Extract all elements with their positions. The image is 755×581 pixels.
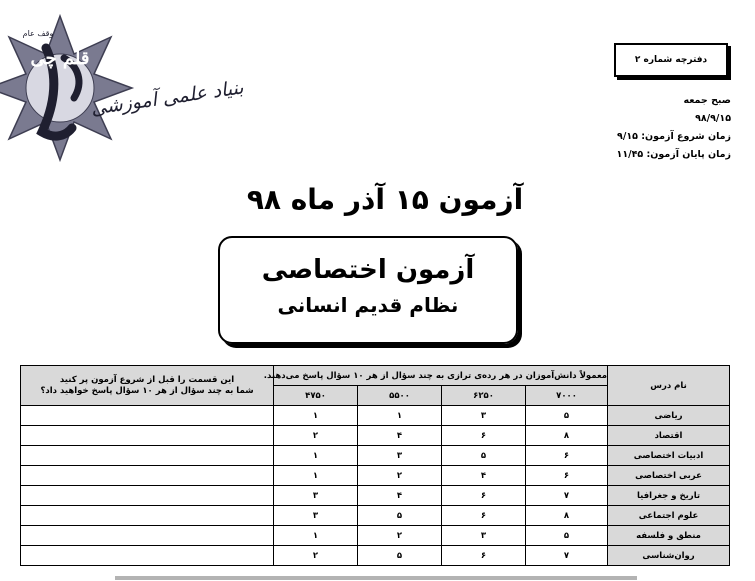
table-row	[21, 466, 730, 486]
value-cell: ۷	[526, 546, 608, 566]
value-cell: ۳	[442, 526, 526, 546]
value-cell: ۱	[274, 406, 358, 426]
subject-cell: عربی اختصاصی	[608, 466, 730, 486]
self-estimate-cell[interactable]	[21, 426, 274, 446]
score-level-table	[20, 365, 730, 566]
subject-cell: اقتصاد	[608, 426, 730, 446]
table-row	[21, 526, 730, 546]
value-cell: ۱	[358, 406, 442, 426]
value-cell: ۳	[358, 446, 442, 466]
subject-column-header: نام درس	[608, 366, 730, 406]
exam-meta	[551, 92, 731, 164]
level-header: ۷۰۰۰	[526, 386, 608, 406]
value-cell: ۴	[442, 466, 526, 486]
self-estimate-note-line2: شما به چند سؤال از هر ۱۰ سؤال پاسخ خواهید داد؟	[40, 385, 254, 396]
table-row	[21, 486, 730, 506]
subject-cell: روان‌شناسی	[608, 546, 730, 566]
bottom-divider	[115, 576, 637, 580]
subject-cell: تاریخ و جغرافیا	[608, 486, 730, 506]
self-estimate-header	[21, 366, 274, 406]
table-row	[21, 406, 730, 426]
value-cell: ۶	[442, 486, 526, 506]
value-cell: ۱	[274, 446, 358, 466]
value-cell: ۶	[442, 546, 526, 566]
value-cell: ۳	[274, 486, 358, 506]
exam-start-time: زمان شروع آزمون: ۹/۱۵	[617, 131, 731, 142]
table-row	[21, 426, 730, 446]
level-header: ۵۵۰۰	[358, 386, 442, 406]
value-cell: ۵	[358, 506, 442, 526]
value-cell: ۲	[358, 466, 442, 486]
value-cell: ۸	[526, 426, 608, 446]
self-estimate-note-line1: این قسمت را قبل از شروع آزمون پر کنید	[59, 374, 235, 385]
exam-end-time: زمان پایان آزمون: ۱۱/۴۵	[616, 149, 731, 160]
level-header: ۶۲۵۰	[442, 386, 526, 406]
value-cell: ۲	[274, 546, 358, 566]
value-cell: ۱	[274, 466, 358, 486]
value-cell: ۴	[358, 426, 442, 446]
value-cell: ۳	[442, 406, 526, 426]
self-estimate-cell[interactable]	[21, 446, 274, 466]
subject-cell: منطق و فلسفه	[608, 526, 730, 546]
page-title: آزمون ۱۵ آذر ماه ۹۸	[246, 183, 524, 216]
booklet-number-box: دفترچه شماره ۲	[614, 43, 728, 77]
table-row	[21, 506, 730, 526]
self-estimate-cell[interactable]	[21, 486, 274, 506]
value-cell: ۵	[358, 546, 442, 566]
subject-cell: علوم اجتماعی	[608, 506, 730, 526]
exam-date: ۹۸/۹/۱۵	[695, 113, 731, 124]
value-cell: ۸	[526, 506, 608, 526]
exam-system-subtitle: نظام قدیم انسانی	[277, 293, 459, 317]
logo-tagline: وقف عام	[22, 29, 54, 38]
value-cell: ۲	[358, 526, 442, 546]
value-cell: ۵	[526, 526, 608, 546]
self-estimate-cell[interactable]	[21, 506, 274, 526]
value-cell: ۶	[526, 446, 608, 466]
exam-type-title: آزمون اختصاصی	[261, 255, 475, 285]
value-cell: ۵	[442, 446, 526, 466]
levels-group-header: معمولاً دانش‌آموزان در هر رده‌ی ترازی به چند سؤال از هر ۱۰ سؤال پاسخ می‌دهند.	[274, 366, 608, 386]
subject-cell: ریاضی	[608, 406, 730, 426]
exam-type-box	[218, 236, 518, 344]
value-cell: ۱	[274, 526, 358, 546]
table-row	[21, 446, 730, 466]
table-row	[21, 546, 730, 566]
logo-org-name: بنیاد علمی آموزشی	[89, 76, 245, 120]
value-cell: ۴	[358, 486, 442, 506]
self-estimate-cell[interactable]	[21, 466, 274, 486]
value-cell: ۶	[526, 466, 608, 486]
logo-brand-text: قلم چی	[30, 48, 90, 69]
ghalamchi-logo	[8, 6, 245, 171]
self-estimate-cell[interactable]	[21, 546, 274, 566]
value-cell: ۷	[526, 486, 608, 506]
level-header: ۴۷۵۰	[274, 386, 358, 406]
value-cell: ۶	[442, 506, 526, 526]
subject-cell: ادبیات اختصاصی	[608, 446, 730, 466]
value-cell: ۲	[274, 426, 358, 446]
self-estimate-cell[interactable]	[21, 406, 274, 426]
value-cell: ۵	[526, 406, 608, 426]
exam-session: صبح جمعه	[683, 95, 731, 106]
value-cell: ۳	[274, 506, 358, 526]
value-cell: ۶	[442, 426, 526, 446]
self-estimate-cell[interactable]	[21, 526, 274, 546]
